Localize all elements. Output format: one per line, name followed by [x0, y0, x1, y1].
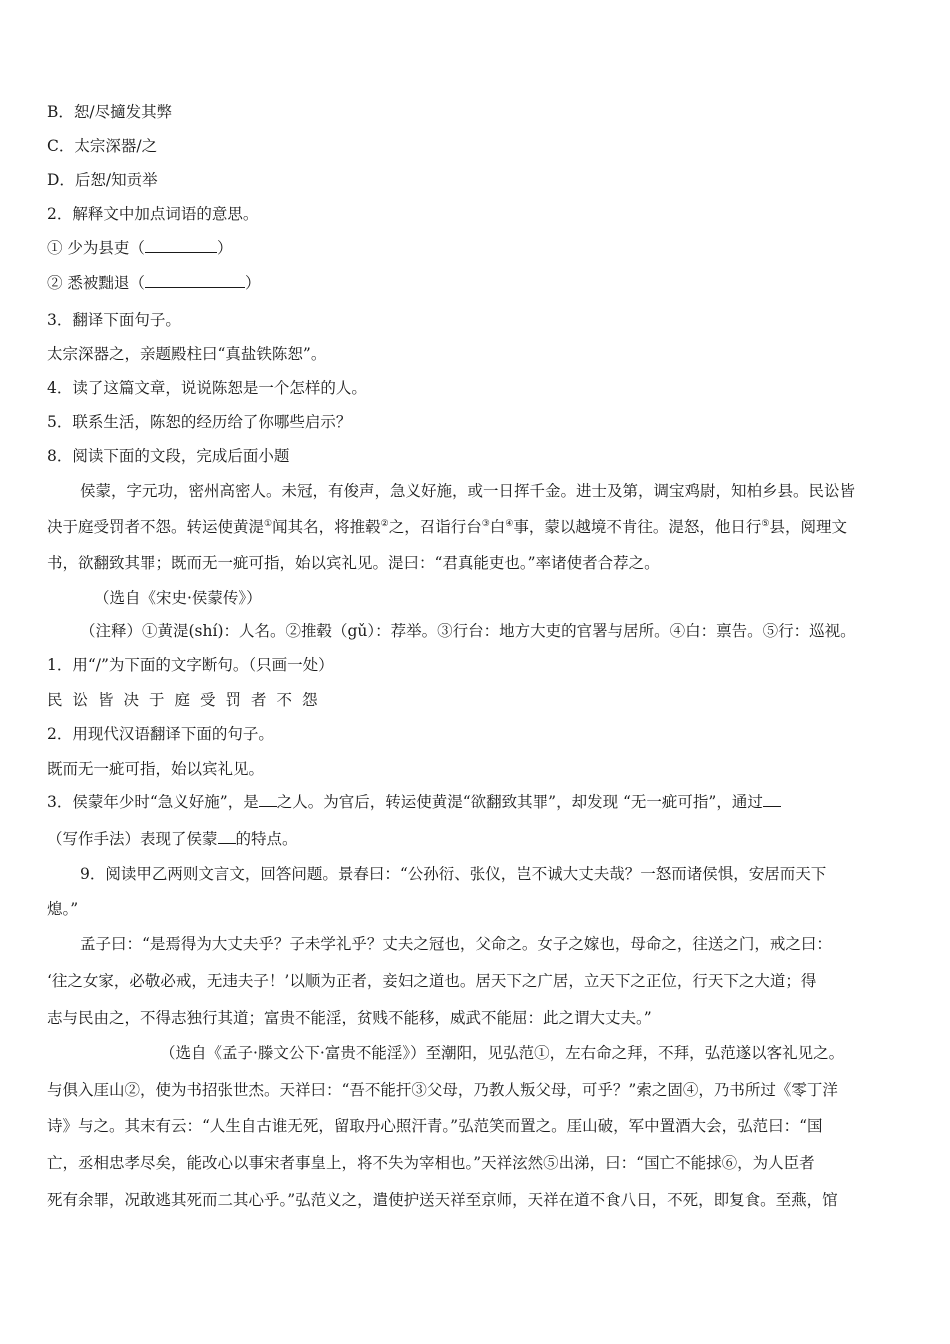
question-3-title: 3．翻译下面句子。: [47, 311, 181, 329]
passage-yi-line: 亡，丞相忠孝尽矣，能改心以事宋者事皇上，将不失为宰相也。”天祥泫然⑤出涕，曰：“国亡不能捄⑥，为人臣者: [47, 1154, 815, 1172]
question-9-line: 熄。”: [47, 900, 79, 918]
annotation-notes: （注释）①黄湜(shí)：人名。②推毂（gǔ）：荐举。③行台：地方大吏的官署与居所。④白：禀告。⑤行：巡视。: [80, 622, 856, 640]
item-2-prefix: ② 悉被黜退（: [47, 274, 145, 292]
question-9-line: 9．阅读甲乙两则文言文，回答问题。景春曰：“公孙衍、张仪，岂不诚大丈夫哉？一怒而诸侯惧，安居而天下: [80, 865, 827, 883]
passage-line: [47, 517, 847, 537]
question-2-item-2: [47, 273, 260, 293]
sub-question-3-line-2: [47, 829, 298, 849]
footnote-marker: ③: [481, 518, 490, 529]
question-3-sentence: 太宗深器之，亲题殿柱曰“真盐铁陈恕”。: [47, 345, 327, 363]
passage-yi-line: （选自《孟子·滕文公下·富贵不能淫》）至潮阳，见弘范①，左右命之拜，不拜，弘范遂以客礼见之。: [160, 1044, 845, 1062]
option-b: B．恕/尽擿发其弊: [47, 103, 173, 121]
passage-yi-line: 与俱入厓山②，使为书招张世杰。天祥曰：“吾不能扞③父母，乃教人叛父母，可乎？”索之固④，乃书所过《零丁洋: [47, 1081, 838, 1099]
question-2-title: 2．解释文中加点词语的意思。: [47, 205, 259, 223]
item-1-suffix: ）: [216, 239, 233, 257]
option-c: C．太宗深器/之: [47, 137, 158, 155]
item-1-prefix: ① 少为县吏（: [47, 239, 145, 257]
footnote-marker: ②: [380, 518, 389, 529]
passage-jia-line: 孟子曰：“是焉得为大丈夫乎？子未学礼乎？丈夫之冠也，父命之。女子之嫁也，母命之，往送之门，戒之曰：: [80, 935, 832, 953]
sub-question-3-line-1: [47, 792, 781, 812]
question-4: 4．读了这篇文章，说说陈恕是一个怎样的人。: [47, 379, 367, 397]
sub-question-3-text: 之人。为官后，转运使黄湜“欲翻致其罪”，却发现 “无一疵可指”，通过: [276, 793, 763, 811]
passage-text: 之，召诣行台: [388, 518, 482, 536]
passage-text: 闻其名，将推毂: [272, 518, 381, 536]
question-2-item-1: [47, 238, 232, 258]
option-d: D．后恕/知贡举: [47, 171, 158, 189]
answer-blank[interactable]: [145, 273, 245, 288]
passage-text: 事，蒙以越境不肯往。湜怒，他日行: [513, 518, 762, 536]
passage-text: 白: [489, 518, 506, 536]
footnote-marker: ①: [264, 518, 273, 529]
sub-question-1-title: 1．用“/”为下面的文字断句。（只画一处）: [47, 656, 334, 674]
passage-text: 县，阅理文: [769, 518, 847, 536]
item-2-suffix: ）: [244, 274, 261, 292]
answer-blank[interactable]: [145, 238, 217, 253]
answer-blank[interactable]: [218, 829, 236, 844]
question-8-title: 8．阅读下面的文段，完成后面小题: [47, 447, 290, 465]
passage-jia-line: ‘往之女家，必敬必戒，无违夫子！’以顺为正者，妾妇之道也。居天下之广居，立天下之正位，行天下之大道；得: [47, 972, 817, 990]
passage-line: 书，欲翻致其罪；既而无一疵可指，始以宾礼见。湜曰：“君真能吏也。”率诸使者合荐之。: [47, 554, 660, 572]
sub-question-3-text: 的特点。: [235, 830, 298, 848]
question-5: 5．联系生活，陈恕的经历给了你哪些启示？: [47, 413, 352, 431]
passage-jia-line: 志与民由之，不得志独行其道；富贵不能淫，贫贱不能移，威武不能屈：此之谓大丈夫。”: [47, 1009, 652, 1027]
passage-text: 决于庭受罚者不怨。转运使黄湜: [47, 518, 265, 536]
passage-yi-line: 诗》与之。其末有云：“人生自古谁无死，留取丹心照汗青。”弘范笑而置之。厓山破，军中置酒大会，弘范曰：“国: [47, 1117, 823, 1135]
sub-question-3-text: 3．侯蒙年少时“急义好施”，是: [47, 793, 259, 811]
passage-source: （选自《宋史·侯蒙传》）: [94, 589, 262, 607]
sub-question-1-text: 民讼皆决于庭受罚者不怨: [47, 691, 328, 709]
sub-question-2-title: 2．用现代汉语翻译下面的句子。: [47, 725, 274, 743]
answer-blank[interactable]: [763, 792, 781, 807]
passage-line: 侯蒙，字元功，密州高密人。未冠，有俊声，急义好施，或一日挥千金。进士及第，调宝鸡尉，知柏乡县。民讼皆: [80, 482, 856, 500]
passage-yi-line: 死有余罪，况敢逃其死而二其心乎。”弘范义之，遣使护送天祥至京师，天祥在道不食八日，不死，即复食。至燕，馆: [47, 1191, 838, 1209]
answer-blank[interactable]: [259, 792, 277, 807]
sub-question-2-text: 既而无一疵可指，始以宾礼见。: [47, 760, 265, 778]
sub-question-3-text: （写作手法）表现了侯蒙: [47, 830, 218, 848]
footnote-marker: ④: [505, 518, 514, 529]
footnote-marker: ⑤: [761, 518, 770, 529]
